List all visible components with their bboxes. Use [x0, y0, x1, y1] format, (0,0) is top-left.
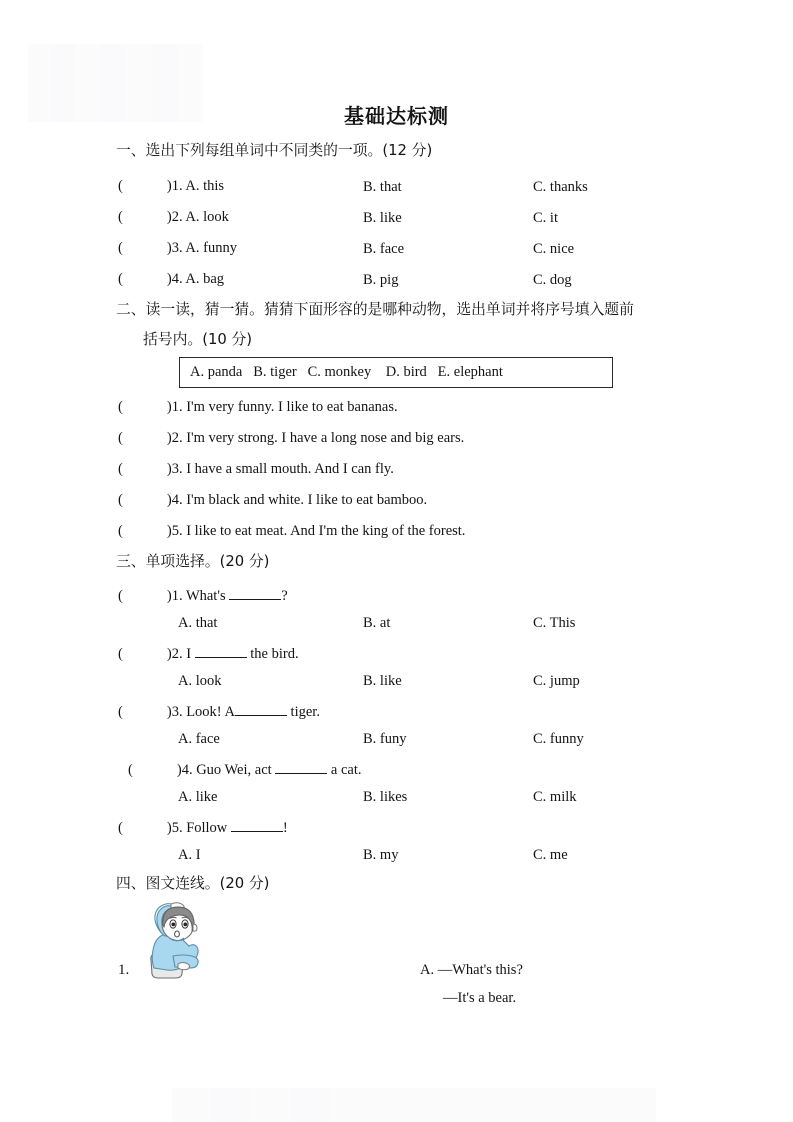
answer-paren-close: )	[166, 492, 172, 508]
option-a[interactable]: A. that	[178, 615, 218, 631]
answer-paren-close: )	[166, 646, 172, 662]
question-row	[118, 431, 464, 446]
answer-paren-open: (	[118, 240, 123, 256]
answer-blank[interactable]	[235, 702, 287, 716]
option-b[interactable]: B. that	[363, 179, 402, 195]
question-stem-before: Look! A	[186, 704, 235, 720]
question-row	[118, 241, 237, 256]
answer-paren-open: (	[118, 399, 123, 415]
answer-paren-close: )	[166, 461, 172, 477]
option-b[interactable]: B. my	[363, 847, 399, 863]
option-a[interactable]: A. bag	[185, 271, 225, 287]
answer-paren-close: )	[166, 271, 172, 287]
answer-paren-open: (	[118, 430, 123, 446]
word-bank-options[interactable]: A. panda B. tiger C. monkey D. bird E. elephant	[190, 364, 503, 380]
section-2-heading-line-2: 括号内。(10 分)	[143, 331, 253, 348]
answer-paren-close: )	[166, 523, 172, 539]
question-number: 2.	[171, 430, 183, 446]
option-a[interactable]: A. look	[185, 209, 229, 225]
question-stem-after: ?	[281, 588, 288, 604]
answer-paren-open: (	[118, 588, 123, 604]
option-b[interactable]: B. like	[363, 210, 402, 226]
answer-paren-close: )	[166, 209, 172, 225]
question-row	[118, 644, 299, 662]
option-b[interactable]: B. likes	[363, 789, 408, 805]
option-c[interactable]: C. milk	[533, 789, 577, 805]
page-title: 基础达标测	[344, 104, 449, 128]
option-a[interactable]: A. face	[178, 731, 220, 747]
question-stem-after: tiger.	[286, 704, 320, 720]
question-text: I like to eat meat. And I'm the king of the forest.	[186, 523, 466, 539]
option-c[interactable]: C. thanks	[533, 179, 588, 195]
question-number: 2.	[171, 646, 183, 662]
option-b[interactable]: B. at	[363, 615, 391, 631]
option-b[interactable]: B. funy	[363, 731, 407, 747]
section-3-heading: 三、单项选择。(20 分)	[116, 553, 270, 570]
option-c[interactable]: C. me	[533, 847, 568, 863]
option-c[interactable]: C. jump	[533, 673, 580, 689]
question-row	[118, 818, 288, 836]
option-b[interactable]: B. face	[363, 241, 405, 257]
question-stem-after: !	[282, 820, 288, 836]
question-row	[128, 760, 362, 778]
option-a[interactable]: A. this	[185, 178, 225, 194]
question-number: 3.	[171, 461, 183, 477]
option-c[interactable]: C. dog	[533, 272, 572, 288]
answer-paren-open: (	[118, 646, 123, 662]
answer-blank[interactable]	[195, 644, 247, 658]
question-number: 1.	[171, 399, 183, 415]
section-4-heading: 四、图文连线。(20 分)	[116, 875, 270, 892]
question-number: 5.	[171, 820, 183, 836]
question-stem-before: What's	[185, 588, 230, 604]
question-row	[118, 524, 465, 539]
option-a[interactable]: A. like	[178, 789, 218, 805]
question-number: 3.	[171, 240, 183, 256]
answer-paren-close: )	[166, 240, 172, 256]
boy-acting-illustration-icon	[137, 898, 211, 980]
option-a[interactable]: A. I	[178, 847, 201, 863]
question-row	[118, 179, 224, 194]
question-number: 5.	[171, 523, 183, 539]
answer-blank[interactable]	[231, 818, 283, 832]
section-1-heading: 一、选出下列每组单词中不同类的一项。(12 分)	[116, 142, 433, 159]
question-text: I'm very funny. I like to eat bananas.	[186, 399, 398, 415]
option-a[interactable]: A. look	[178, 673, 222, 689]
question-number: 4.	[171, 271, 183, 287]
option-c[interactable]: C. funny	[533, 731, 584, 747]
question-stem-after: a cat.	[327, 762, 362, 778]
option-b[interactable]: B. pig	[363, 272, 399, 288]
answer-paren-open: (	[118, 492, 123, 508]
option-c[interactable]: C. This	[533, 615, 576, 631]
answer-blank[interactable]	[229, 586, 281, 600]
section-2-heading-line-1: 二、读一读，猜一猜。猜猜下面形容的是哪种动物，选出单词并将序号填入题前	[116, 301, 634, 318]
answer-paren-close: )	[166, 588, 172, 604]
answer-paren-open: (	[118, 461, 123, 477]
question-number: 1.	[171, 178, 183, 194]
question-number: 4.	[181, 762, 193, 778]
match-option-a-line-2[interactable]: —It's a bear.	[443, 990, 517, 1006]
answer-paren-close: )	[166, 178, 172, 194]
answer-paren-close: )	[166, 430, 172, 446]
answer-paren-open: (	[118, 209, 123, 225]
question-text: I'm very strong. I have a long nose and big ears.	[186, 430, 465, 446]
answer-paren-open: (	[128, 762, 133, 778]
question-row	[118, 702, 320, 720]
answer-paren-open: (	[118, 271, 123, 287]
answer-paren-open: (	[118, 178, 123, 194]
question-number: 2.	[171, 209, 183, 225]
answer-paren-open: (	[118, 704, 123, 720]
question-stem-before: Guo Wei, act	[196, 762, 276, 778]
answer-paren-close: )	[166, 399, 172, 415]
question-row	[118, 210, 229, 225]
word-bank-box	[179, 357, 613, 388]
match-item-number: 1.	[118, 962, 130, 978]
question-row	[118, 586, 288, 604]
option-c[interactable]: C. nice	[533, 241, 575, 257]
question-text: I'm black and white. I like to eat bamboo.	[186, 492, 428, 508]
question-stem-after: the bird.	[246, 646, 299, 662]
answer-blank[interactable]	[275, 760, 327, 774]
question-stem-before: I	[186, 646, 195, 662]
question-number: 1.	[171, 588, 183, 604]
question-row	[118, 493, 427, 508]
option-a[interactable]: A. funny	[185, 240, 237, 256]
question-row	[118, 400, 398, 415]
question-row	[118, 272, 224, 287]
answer-paren-open: (	[118, 523, 123, 539]
option-b[interactable]: B. like	[363, 673, 402, 689]
question-number: 4.	[171, 492, 183, 508]
match-option-a-line-1[interactable]: A. —What's this?	[420, 962, 523, 978]
answer-paren-open: (	[118, 820, 123, 836]
question-text: I have a small mouth. And I can fly.	[186, 461, 394, 477]
scan-watermark-bottom	[172, 1088, 656, 1122]
question-row	[118, 462, 394, 477]
answer-paren-close: )	[166, 820, 172, 836]
answer-paren-close: )	[166, 704, 172, 720]
question-number: 3.	[171, 704, 183, 720]
question-stem-before: Follow	[186, 820, 231, 836]
option-c[interactable]: C. it	[533, 210, 558, 226]
answer-paren-close: )	[176, 762, 182, 778]
